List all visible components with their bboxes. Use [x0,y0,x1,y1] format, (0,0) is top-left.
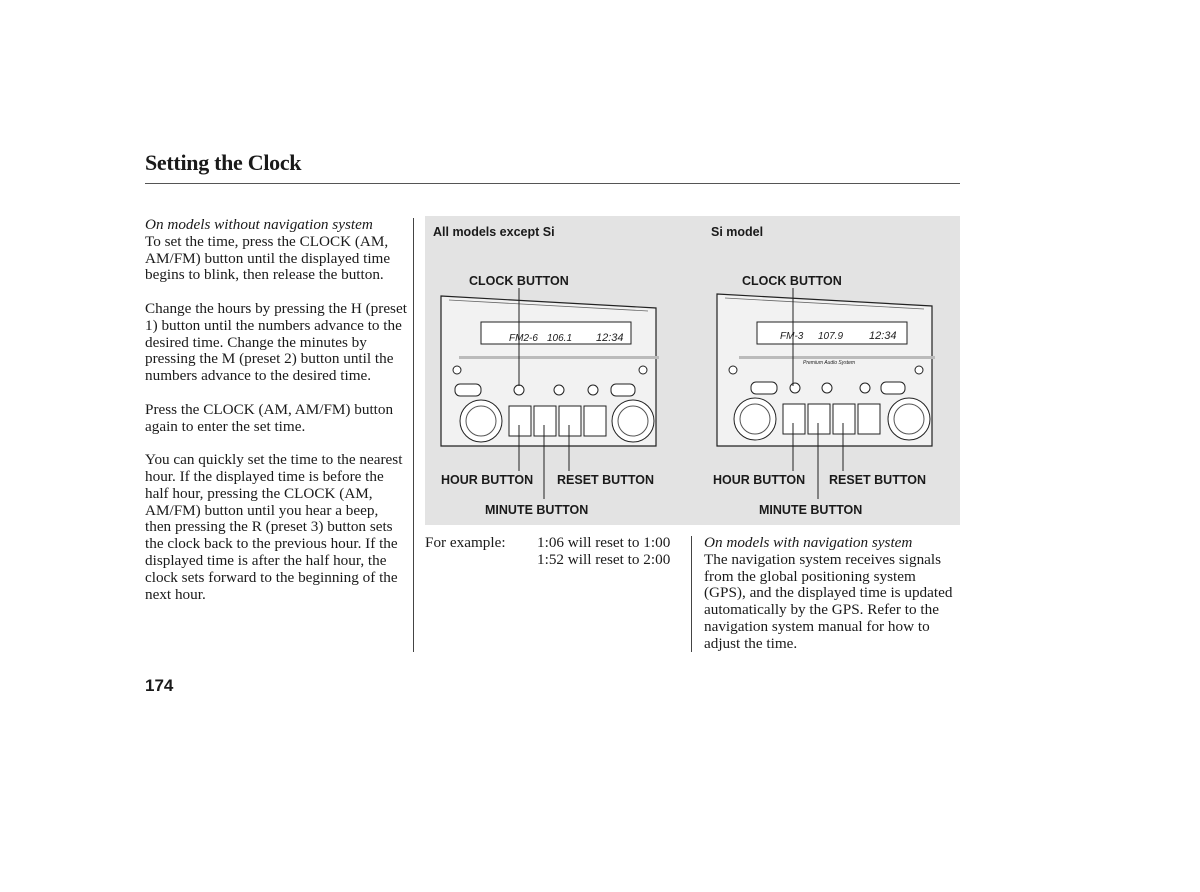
left-panel-title: All models except Si [433,225,555,239]
right-panel-title: Si model [711,225,764,239]
left-display-text: FM2-6 [509,333,538,344]
title-divider [145,183,960,184]
left-display-time: 12:34 [596,332,624,344]
page-title: Setting the Clock [145,150,302,175]
column-divider-right [691,536,692,652]
page-number: 174 [145,676,174,695]
paragraph-nearest-hour: You can quickly set the time to the nearest hour. If the displayed time is before the half hour, pressing the CLOCK (AM, AM/FM) button until you hear a beep, then pressing the R (preset 3) button sets the clock back to the previous hour. If the displayed time is after the half hour, the clock sets forward to the beginning of the next hour. [145,451,403,603]
paragraph-change-hours: Change the hours by pressing the H (preset 1) button until the numbers advance to the desired time. Change the minutes by pressing the M (preset 2) button until the numbers advance to the desired time. [145,299,407,385]
paragraph-set-time: To set the time, press the CLOCK (AM, AM/FM) button until the displayed time begins to blink, then release the button. [145,232,391,284]
paragraph-enter-time: Press the CLOCK (AM, AM/FM) button again to enter the set time. [145,400,394,435]
left-minute-label: MINUTE BUTTON [485,503,589,517]
right-reset-label: RESET BUTTON [829,473,926,487]
example-line-2: 1:52 will reset to 2:00 [537,551,671,568]
left-clock-label: CLOCK BUTTON [469,274,569,288]
column-divider-left [413,218,414,652]
right-display-text: FM-3 [780,331,804,342]
right-display-time: 12:34 [869,330,897,342]
right-display-freq: 107.9 [818,331,844,342]
right-clock-label: CLOCK BUTTON [742,274,842,288]
left-hour-label: HOUR BUTTON [441,473,534,487]
example-label: For example: [425,534,506,551]
radio-unit-right [717,294,935,446]
radio-figure [425,216,960,525]
left-column [145,217,407,603]
right-hour-label: HOUR BUTTON [713,473,806,487]
nav-heading: On models with navigation system [704,534,913,551]
radio-unit-left [441,296,659,446]
nav-paragraph: The navigation system receives signals from the global positioning system (GPS), and the displayed time is updated automatically by the GPS. Refer to the navigation system manual for how to adjust the time. [704,550,953,652]
right-display-subtitle: Premium Audio System [803,360,856,366]
no-nav-heading: On models without navigation system [145,216,373,233]
right-column [704,535,960,653]
example-line-1: 1:06 will reset to 1:00 [537,534,671,551]
right-minute-label: MINUTE BUTTON [759,503,863,517]
left-reset-label: RESET BUTTON [557,473,654,487]
left-display-freq: 106.1 [547,333,573,344]
